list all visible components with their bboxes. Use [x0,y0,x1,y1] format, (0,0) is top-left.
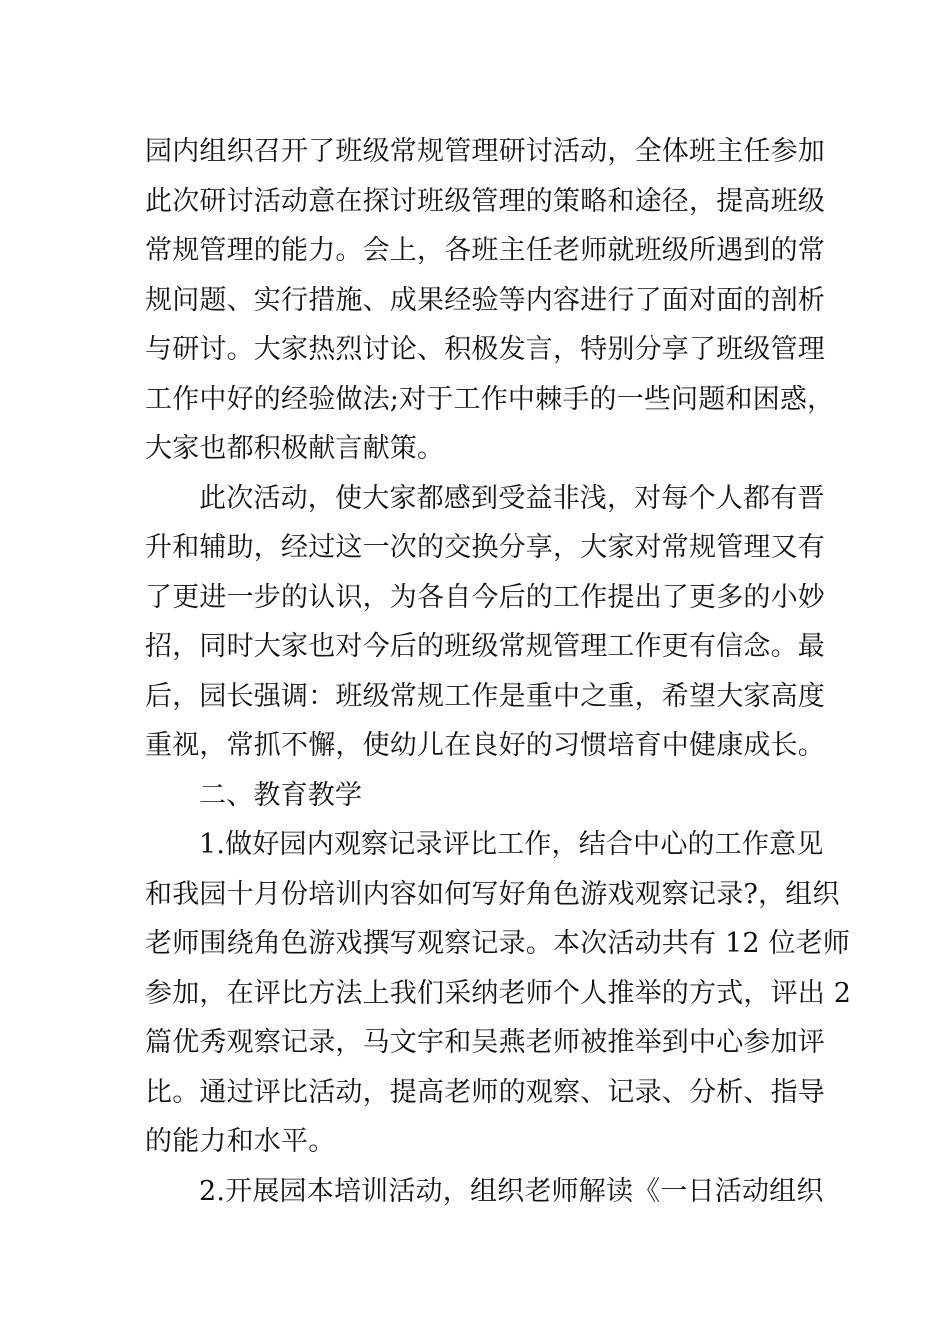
text-line: 大家也都积极献言献策。 [145,433,445,464]
body-text [145,127,852,1216]
text-line: 升和辅助，经过这一次的交换分享，大家对常规管理又有 [145,532,825,563]
text-line: 比。通过评比活动，提高老师的观察、记录、分析、指导 [145,1076,825,1108]
text-line: 2.开展园本培训活动，组织老师解读《一日活动组织 [199,1175,824,1207]
text-line: 篇优秀观察记录，马文宇和吴燕老师被推举到中心参加评 [145,1027,825,1058]
text-line: 此次活动，使大家都感到受益非浅，对每个人都有晋 [199,482,825,514]
text-line: 了更进一步的认识，为各自今后的工作提出了更多的小妙 [145,581,825,613]
text-line: 招，同时大家也对今后的班级常规管理工作更有信念。最 [145,631,825,662]
text-line: 后，园长强调：班级常规工作是重中之重，希望大家高度 [145,680,825,712]
text-line: 与研讨。大家热烈讨论、积极发言，特别分享了班级管理 [145,334,825,365]
text-line: 规问题、实行措施、成果经验等内容进行了面对面的剖析 [145,284,825,316]
text-line: 重视，常抓不懈，使幼儿在良好的习惯培育中健康成长。 [145,730,825,761]
text-line: 的能力和水平。 [145,1126,336,1157]
text-line: 此次研讨活动意在探讨班级管理的策略和途径，提高班级 [145,185,825,217]
text-line: 园内组织召开了班级常规管理研讨活动，全体班主任参加 [145,136,825,167]
text-line: 常规管理的能力。会上，各班主任老师就班级所遇到的常 [145,235,825,266]
text-line: 老师围绕角色游戏撰写观察记录。本次活动共有 12 位老师 [145,928,851,959]
text-line: 参加，在评比方法上我们采纳老师个人推举的方式，评出 2 [145,977,852,1009]
text-line: 二、教育教学 [199,779,363,811]
text-line: 和我园十月份培训内容如何写好角色游戏观察记录?，组织 [145,878,840,910]
text-line: 工作中好的经验做法;对于工作中棘手的一些问题和困惑， [145,383,835,415]
text-line: 1.做好园内观察记录评比工作，结合中心的工作意见 [199,829,824,860]
